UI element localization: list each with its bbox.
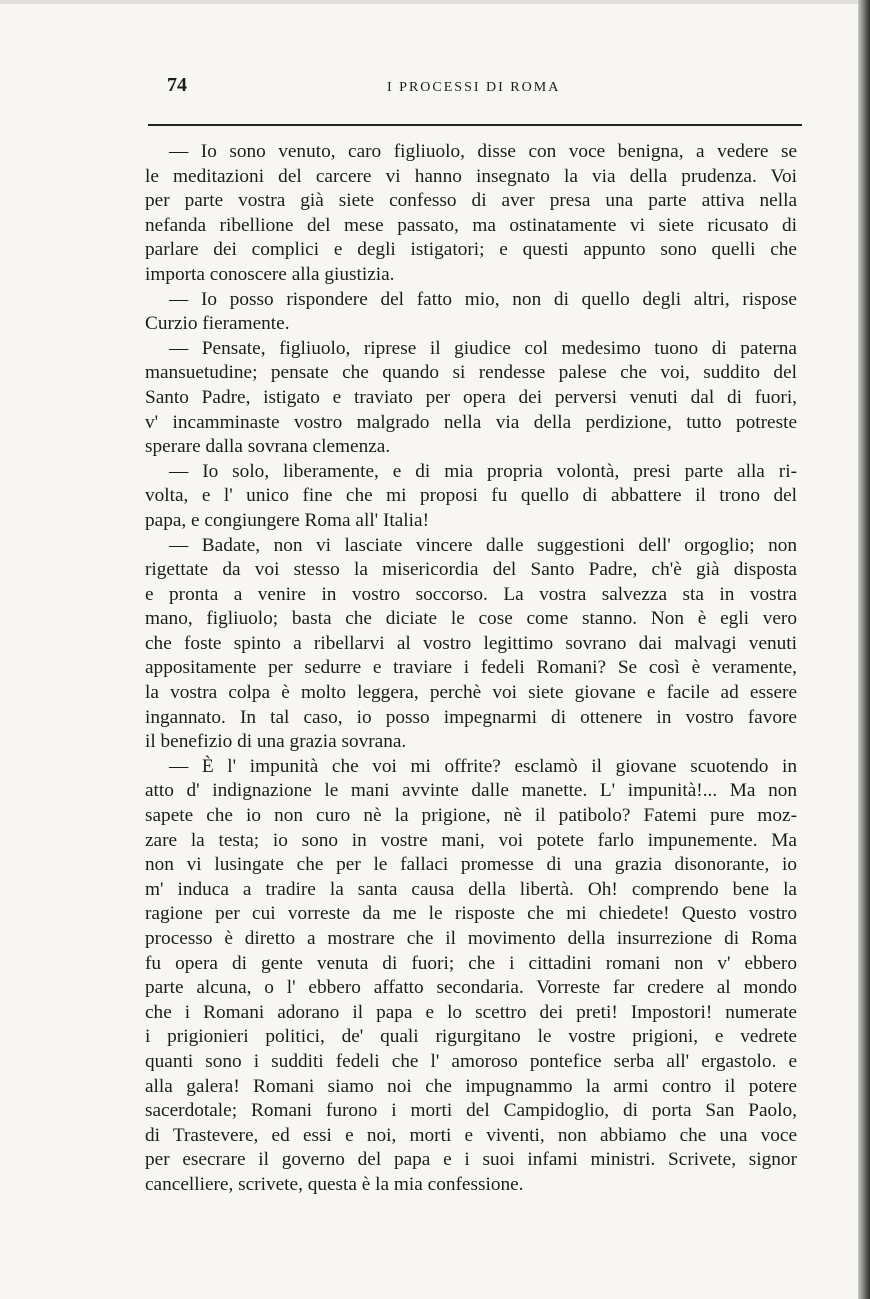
text-line: parlare dei complici e degli istigatori; e questi appunto sono quelli che [145,239,797,261]
text-line: — Io solo, liberamente, e di mia propria volontà, presi parte alla ri- [169,460,797,482]
header-rule [148,124,802,126]
text-line: mano, figliuolo; basta che diciate le cose come stanno. Non è egli vero [145,608,797,630]
text-line: per parte vostra già siete confesso di aver presa una parte attiva nella [145,190,797,212]
page-number: 74 [167,74,187,96]
text-line: ingannato. In tal caso, io posso impegnarmi di ottenere in vostro favore [145,706,797,728]
page-top-edge [0,0,870,4]
text-line: non vi lusingate che per le fallaci promesse di una grazia disonorante, io [145,854,797,876]
text-line: appositamente per sedurre e traviare i fedeli Romani? Se così è veramente, [145,657,797,679]
text-line: quanti sono i sudditi fedeli che l' amoroso pontefice serba all' ergastolo. e [145,1050,797,1072]
body-text [145,140,797,1198]
text-line: per esecrare il governo del papa e i suoi infami ministri. Scrivete, signor [145,1149,797,1171]
text-line: parte alcuna, o l' ebbero affatto secondaria. Vorreste far credere al mondo [145,977,797,999]
text-line: — È l' impunità che voi mi offrite? esclamò il giovane scuotendo in [169,755,797,777]
page-binding-edge [858,0,870,1299]
text-line: alla galera! Romani siamo noi che impugnammo la armi contro il potere [145,1075,797,1097]
text-line: papa, e congiungere Roma all' Italia! [145,509,430,531]
text-line: nefanda ribellione del mese passato, ma ostinatamente vi siete ricusato di [145,214,797,236]
text-line: zare la testa; io sono in vostre mani, voi potete farlo impunemente. Ma [145,829,797,851]
text-line: m' induca a tradire la santa causa della libertà. Oh! comprendo bene la [145,878,797,900]
text-line: le meditazioni del carcere vi hanno insegnato la via della prudenza. Voi [145,165,797,187]
text-line: mansuetudine; pensate che quando si rendesse palese che voi, suddito del [145,362,797,384]
text-line: — Pensate, figliuolo, riprese il giudice col medesimo tuono di paterna [169,337,797,359]
text-line: processo è diretto a mostrare che il movimento della insurrezione di Roma [145,928,797,949]
page-header [167,74,802,102]
text-line: volta, e l' unico fine che mi proposi fu quello di abbattere il trono del [145,485,797,507]
text-line: fu opera di gente venuta di fuori; che i cittadini romani non v' ebbero [145,952,797,974]
text-line: i prigionieri politici, de' quali rigurgitano le vostre prigioni, e vedrete [145,1026,797,1048]
text-line: il benefizio di una grazia sovrana. [145,731,407,753]
text-line: la vostra colpa è molto leggera, perchè voi siete giovane e facile ad essere [145,682,797,704]
text-line: cancelliere, scrivete, questa è la mia confessione. [145,1173,524,1195]
text-line: ragione per cui vorreste da me le risposte che mi chiedete! Questo vostro [145,903,797,925]
text-line: — Io sono venuto, caro figliuolo, disse con voce benigna, a vedere se [169,141,797,162]
text-line: e pronta a venire in vostro soccorso. La vostra salvezza sta in vostra [145,583,797,605]
running-title: I PROCESSI DI ROMA [387,80,561,95]
text-line: — Io posso rispondere del fatto mio, non di quello degli altri, rispose [169,288,797,310]
text-line: rigettate da voi stesso la misericordia del Santo Padre, ch'è già disposta [145,559,797,581]
text-line: sperare dalla sovrana clemenza. [145,436,391,458]
text-line: sapete che io non curo nè la prigione, nè il patibolo? Fatemi pure moz- [145,805,797,827]
text-line: Santo Padre, istigato e traviato per opera dei perversi venuti dal di fuori, [145,386,797,408]
text-line: che i Romani adorano il papa e lo scettro dei preti! Impostori! numerate [145,1001,797,1023]
text-line: che foste spinto a ribellarvi al vostro legittimo sovrano dai malvagi venuti [145,632,797,654]
text-line: atto d' indignazione le mani avvinte dalle manette. L' impunità!... Ma non [145,780,797,802]
text-line: v' incamminaste vostro malgrado nella via della perdizione, tutto potreste [145,411,797,433]
text-line: sacerdotale; Romani furono i morti del Campidoglio, di porta San Paolo, [145,1100,797,1122]
text-line: di Trastevere, ed essi e noi, morti e viventi, non abbiamo che una voce [145,1124,797,1146]
text-line: importa conoscere alla giustizia. [145,263,395,285]
text-line: Curzio fieramente. [145,313,290,335]
text-line: — Badate, non vi lasciate vincere dalle suggestioni dell' orgoglio; non [169,534,797,556]
